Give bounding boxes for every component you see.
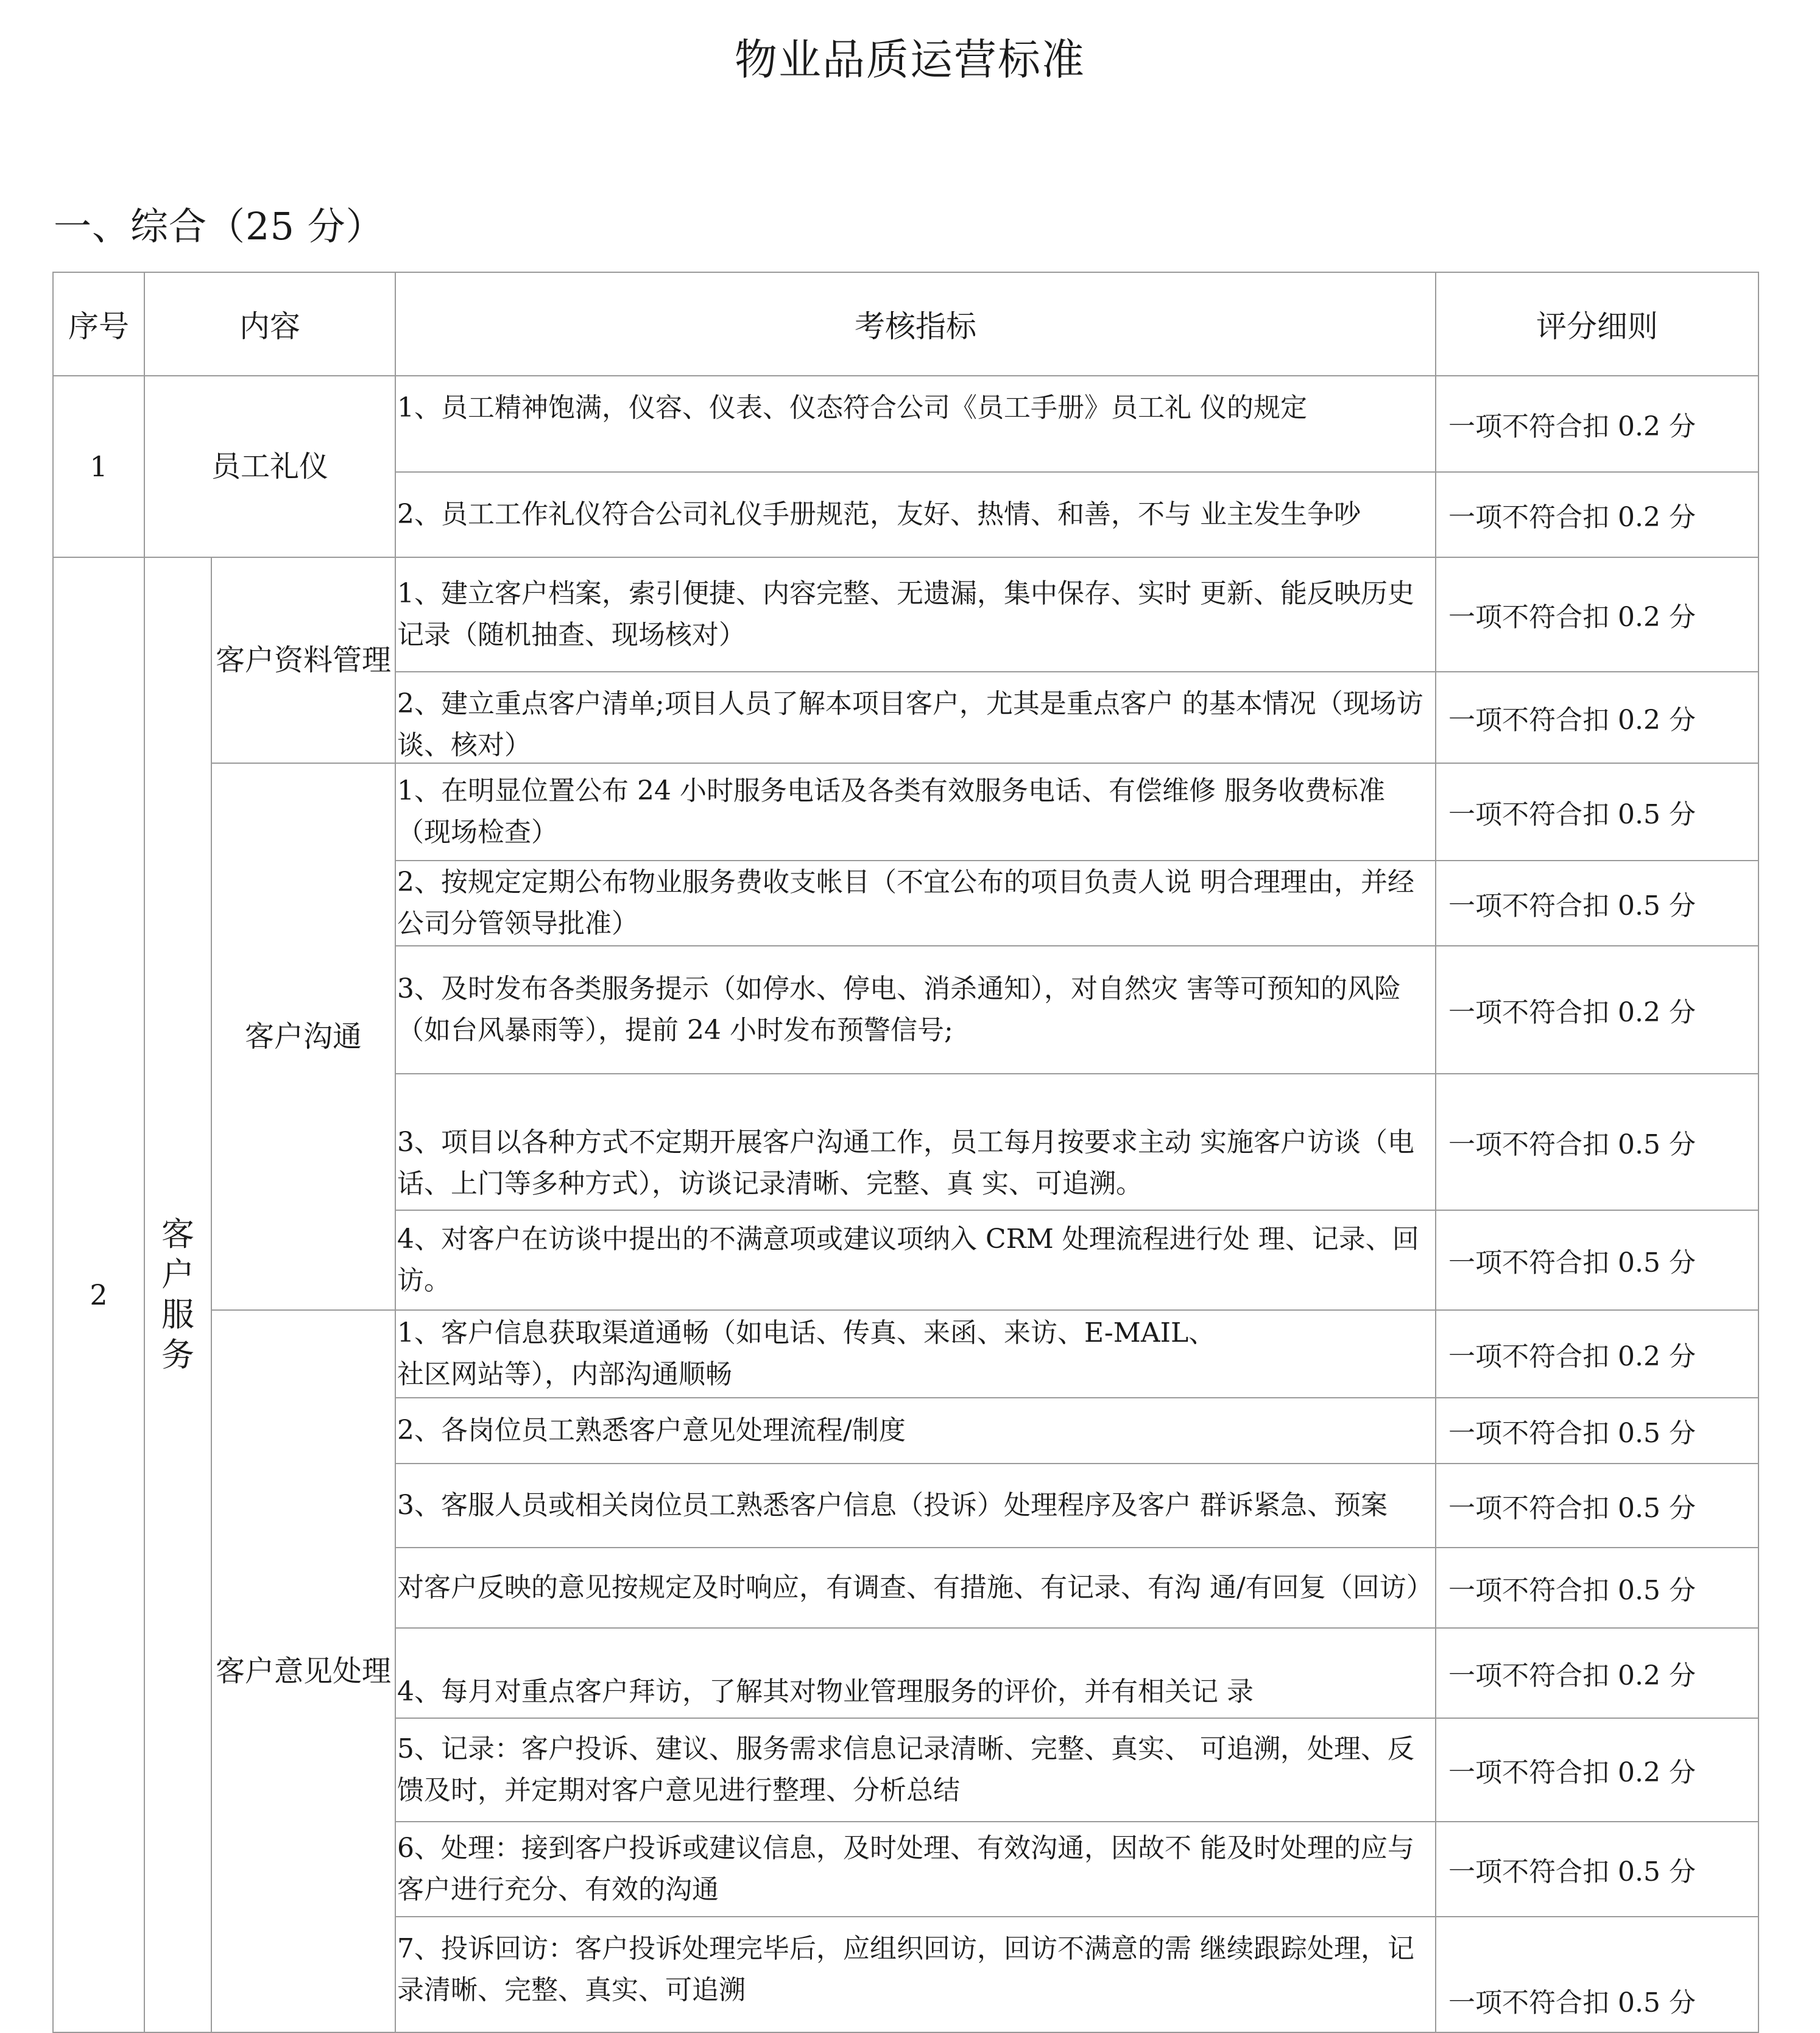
indicator-cell — [395, 672, 1436, 763]
indicator-text: 2、建立重点客户清单;项目人员了解本项目客户，尤其是重点客户 的基本情况（现场访谈、核对） — [397, 688, 1423, 761]
table-row — [53, 376, 1758, 472]
score-cell: 一项不符合扣 0.5 分 — [1436, 1548, 1758, 1628]
indicator-line: 1、客户信息获取渠道通畅（如电话、传真、来函、来访、E-MAIL、 — [397, 1317, 1216, 1348]
table-header-row — [53, 272, 1758, 376]
page-title: 物业品质运营标准 — [735, 35, 1085, 85]
indicator-cell: 5、记录：客户投诉、建议、服务需求信息记录清晰、完整、真实、 可追溯，处理、反馈及时，并定期对客户意见进行整理、分析总结 — [395, 1718, 1436, 1822]
indicator-cell: 4、每月对重点客户拜访，了解其对物业管理服务的评价，并有相关记 录 — [395, 1628, 1436, 1718]
score-cell: 一项不符合扣 0.2 分 — [1436, 376, 1758, 472]
indicator-cell: 1、在明显位置公布 24 小时服务电话及各类有效服务电话、有偿维修 服务收费标准（现场检查） — [395, 763, 1436, 861]
indicator-cell: 2、按规定定期公布物业服务费收支帐目（不宜公布的项目负责人说 明合理理由，并经公司分管领导批准） — [395, 861, 1436, 946]
indicator-cell: 2、各岗位员工熟悉客户意见处理流程/制度 — [395, 1398, 1436, 1464]
section-heading: 一、综合（25 分） — [54, 204, 384, 248]
score-cell: 一项不符合扣 0.2 分 — [1436, 472, 1758, 557]
indicator-cell: 6、处理：接到客户投诉或建议信息，及时处理、有效沟通，因故不 能及时处理的应与客户进行充分、有效的沟通 — [395, 1822, 1436, 1917]
header-indicator: 考核指标 — [395, 272, 1436, 376]
indicator-cell: 7、投诉回访：客户投诉处理完毕后，应组织回访，回访不满意的需 继续跟踪处理，记录清晰、完整、真实、可追溯 — [395, 1917, 1436, 2032]
item-2-seq: 2 — [53, 557, 144, 2032]
item-1-seq: 1 — [53, 376, 144, 557]
indicator-cell: 2、员工工作礼仪符合公司礼仪手册规范，友好、热情、和善，不与 业主发生争吵 — [395, 472, 1436, 557]
score-cell: 一项不符合扣 0.5 分 — [1436, 1464, 1758, 1548]
header-content: 内容 — [144, 272, 395, 376]
score-cell: 一项不符合扣 0.5 分 — [1436, 1210, 1758, 1310]
table-row — [53, 763, 1758, 861]
score-cell: 一项不符合扣 0.5 分 — [1436, 1398, 1758, 1464]
score-cell: 一项不符合扣 0.5 分 — [1436, 1822, 1758, 1917]
score-cell: 一项不符合扣 0.5 分 — [1436, 763, 1758, 861]
score-cell: 一项不符合扣 0.2 分 — [1436, 557, 1758, 672]
item-2-category-text: 客户服务 — [161, 1215, 194, 1374]
score-cell: 一项不符合扣 0.2 分 — [1436, 672, 1758, 763]
indicator-cell: 1、建立客户档案，索引便捷、内容完整、无遗漏，集中保存、实时 更新、能反映历史记录（随机抽查、现场核对） — [395, 557, 1436, 672]
indicator-cell: 4、对客户在访谈中提出的不满意项或建议项纳入 CRM 处理流程进行处 理、记录、回访。 — [395, 1210, 1436, 1310]
group-name: 客户意见处理 — [211, 1310, 395, 2032]
score-cell: 一项不符合扣 0.2 分 — [1436, 1628, 1758, 1718]
table-row — [53, 1310, 1758, 1398]
score-cell: 一项不符合扣 0.5 分 — [1436, 1917, 1758, 2032]
item-2-category — [144, 557, 211, 2032]
indicator-cell: 3、客服人员或相关岗位员工熟悉客户信息（投诉）处理程序及客户 群诉紧急、预案 — [395, 1464, 1436, 1548]
score-cell: 一项不符合扣 0.2 分 — [1436, 1310, 1758, 1398]
indicator-cell: 对客户反映的意见按规定及时响应，有调查、有措施、有记录、有沟 通/有回复（回访） — [395, 1548, 1436, 1628]
indicator-cell: 3、及时发布各类服务提示（如停水、停电、消杀通知），对自然灾 害等可预知的风险（如台风暴雨等），提前 24 小时发布预警信号; — [395, 946, 1436, 1074]
score-cell: 一项不符合扣 0.2 分 — [1436, 946, 1758, 1074]
header-scoring: 评分细则 — [1436, 272, 1758, 376]
indicator-cell: 1、员工精神饱满，仪容、仪表、仪态符合公司《员工手册》员工礼 仪的规定 — [395, 376, 1436, 472]
group-name: 客户沟通 — [211, 763, 395, 1310]
standards-table — [52, 272, 1759, 2033]
indicator-cell — [395, 1310, 1436, 1398]
score-cell: 一项不符合扣 0.2 分 — [1436, 1718, 1758, 1822]
header-seq: 序号 — [53, 272, 144, 376]
item-1-content: 员工礼仪 — [144, 376, 395, 557]
score-cell: 一项不符合扣 0.5 分 — [1436, 1074, 1758, 1210]
indicator-cell: 3、项目以各种方式不定期开展客户沟通工作，员工每月按要求主动 实施客户访谈（电话、上门等多种方式），访谈记录清晰、完整、真 实、可追溯。 — [395, 1074, 1436, 1210]
table-row — [53, 557, 1758, 672]
group-name: 客户资料管理 — [211, 557, 395, 763]
indicator-line: 社区网站等），内部沟通顺畅 — [397, 1359, 732, 1390]
score-cell: 一项不符合扣 0.5 分 — [1436, 861, 1758, 946]
